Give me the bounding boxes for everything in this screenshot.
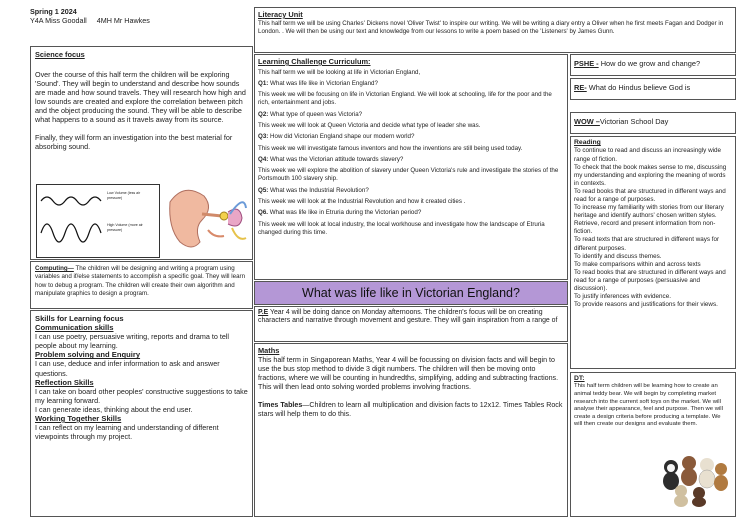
times-tables-title: Times Tables	[258, 400, 303, 409]
wave-label-low: Low Volume (less air pressure)	[107, 191, 141, 200]
wow-panel	[570, 112, 736, 134]
times-tables-text: —Children to learn all multiplication and division facts to 12x12. Times Tables Rock stars will help them to do this.	[258, 400, 563, 418]
reading-list	[574, 147, 732, 309]
question-answer: This week we will be focusing on life in Victorian England. We will look at schooling, life for the poor and the rich, entertainment and jobs.	[258, 91, 552, 107]
reading-item: To read books that are structured in different ways and read for a range of purposes.	[574, 187, 726, 203]
question-number: Q2:	[258, 110, 269, 118]
question-number: Q6.	[258, 209, 268, 217]
working-together-title: Working Together Skills	[35, 414, 122, 424]
science-para-2: Finally, they will form an investigation into the best material for absorbing sound.	[35, 133, 233, 152]
question-answer: This week we will look at local industry, the local workhouse and investigate how the landscape of Etruria changed during this time.	[258, 220, 545, 236]
pshe-title: PSHE -	[574, 59, 599, 68]
reading-item: To continue to read and discuss an increasingly wide range of fiction.	[574, 147, 722, 163]
computing-body: The children will be designing and writing a program using variables and if/else statements to accomplish a specific goal. They will learn how to debug a program. The children will create their own algorithm and manipulate graphics to design a program.	[35, 265, 246, 297]
times-tables-block	[258, 401, 564, 419]
question-answer: This week we will look at Queen Victoria and decide what type of leader she was.	[258, 121, 481, 129]
maths-text: This half term in Singaporean Maths, Year 4 will be focussing on division facts and will begin to use the bus stop method to divide 3 digit numbers. The children will then be moving onto fractions, where we will be counting in hundredths, simplifying, adding and subtracting fractions. This will then lead onto solving worded problems involving fractions.	[258, 355, 559, 391]
working-together-text: I can reflect on my learning and understanding of different viewpoints through my project.	[35, 423, 219, 442]
challenge-questions	[258, 80, 564, 237]
reading-item: To read texts that are structured in different ways for different purposes.	[574, 236, 720, 252]
dt-text: This half term children will be learning how to create an animal teddy bear. We will begin by completing market research into the current soft toys on the market. We will analyse their appearance, feel and purpose. Then we will create a design criteria before producing a template. We will then create our designs and evaluate them.	[574, 383, 723, 428]
sound-wave-diagram	[36, 184, 160, 258]
wow-title: WOW –	[574, 117, 600, 126]
re-panel	[570, 78, 736, 100]
high-volume-wave	[41, 224, 101, 242]
reading-item: To make comparisons within and across texts	[574, 260, 701, 268]
question-answer: This week we will look at the Industrial Revolution and how it created cities .	[258, 198, 466, 206]
reflection-text-2: I can generate ideas, thinking about the end user.	[35, 404, 193, 414]
low-volume-wave	[41, 197, 101, 205]
class-label-1: Y4A Miss Goodall	[30, 16, 87, 26]
computing-title: Computing—	[35, 265, 74, 272]
question-number: Q5:	[258, 186, 269, 194]
ear-diagram	[164, 184, 248, 256]
reflection-title: Reflection Skills	[35, 377, 94, 387]
maths-panel	[254, 343, 568, 517]
wow-text: Victorian School Day	[599, 117, 669, 126]
pshe-text: How do we grow and change?	[598, 59, 701, 68]
question-text: What was life like in Etruria during the Victorian period?	[267, 209, 422, 217]
literacy-panel	[254, 7, 736, 53]
question-number: Q1:	[258, 79, 269, 87]
challenge-question	[258, 209, 564, 217]
science-panel	[30, 46, 253, 260]
literacy-title: Literacy Unit	[258, 10, 303, 19]
challenge-question	[258, 133, 564, 141]
reading-item: To identify and discuss themes.	[574, 252, 662, 260]
pshe-panel	[570, 54, 736, 76]
challenge-title: Learning Challenge Curriculum:	[258, 57, 371, 66]
challenge-question	[258, 111, 564, 119]
challenge-question	[258, 80, 564, 88]
problem-solving-text: I can use, deduce and infer information to ask and answer questions.	[35, 359, 220, 378]
dt-panel	[570, 372, 736, 517]
question-text: What was the Victorian attitude towards slavery?	[268, 155, 404, 163]
re-title: RE-	[574, 83, 587, 92]
wave-label-high: High Volume (more air pressure)	[107, 223, 143, 232]
reflection-text-1: I can take on board other peoples' constructive suggestions to take my learning forward.	[35, 386, 248, 405]
class-line	[30, 16, 253, 25]
skills-panel	[30, 310, 253, 517]
science-title: Science focus	[35, 50, 85, 59]
computing-text	[35, 265, 248, 298]
pe-text: Year 4 will be doing dance on Monday afternoons. The children's focus will be on creating characters and narrative through movement and gesture. They will gain inspiration from a range of	[258, 309, 558, 325]
pe-title: P.E	[258, 309, 269, 316]
class-label-2: 4MH Mr Hawkes	[96, 16, 150, 26]
question-text: How did Victorian England shape our modern world?	[268, 133, 415, 141]
re-text: What do Hindus believe God is	[586, 83, 691, 92]
reading-item: To justify inferences with evidence.	[574, 293, 671, 301]
teddy-bear-icon	[657, 453, 731, 507]
computing-panel	[30, 261, 253, 309]
header-box	[30, 7, 253, 45]
science-para-1: Over the course of this half term the children will be exploring 'Sound'. They will begin to understand and describe how sounds are made and how sound travels. They will research how high and low sounds are created and explore the correlation between pitch and the object producing the sound. They will be able to describe what happens to a sound as it travels away from its source.	[35, 69, 246, 124]
question-number: Q4:	[258, 155, 269, 163]
challenge-intro: This half term we will be looking at life in Victorian England,	[258, 68, 421, 76]
teddy-bears-image	[657, 453, 731, 507]
reading-item: Retrieve, record and present information from non-fiction.	[574, 220, 716, 236]
wow-line	[574, 117, 732, 126]
challenge-question	[258, 156, 564, 164]
pe-text-block	[258, 309, 564, 326]
banner-text: What was life like in Victorian England?	[302, 286, 520, 300]
re-line	[574, 83, 732, 92]
pshe-line	[574, 59, 732, 68]
literacy-text: This half term we will be using Charles' Dickens novel 'Oliver Twist' to inspire our writing. We will be writing a diary entry a Oliver when he first meets Fagan and Dodger in London. . We will then be using our text and knowledge from our lessons to write a poem based on the 'Listeners' by James Gunn.	[258, 19, 724, 35]
question-text: What type of queen was Victoria?	[268, 110, 363, 118]
reading-title: Reading	[574, 139, 601, 146]
pe-panel	[254, 306, 568, 342]
skills-title: Skills for Learning focus	[35, 314, 124, 323]
reading-item: To read books that are structured in different ways and read for a range of purposes (persuasive and discussion).	[574, 268, 726, 292]
question-text: What was the Industrial Revolution?	[268, 186, 369, 194]
communication-text: I can use poetry, persuasive writing, reports and drama to tell people about my learning.	[35, 332, 230, 351]
question-answer: This week we will explore the abolition of slavery under Queen Victoria's rule and investigate the stories of the Portsmouth 100 slavery ship.	[258, 167, 559, 183]
reading-item: To increase my familiarity with stories from our literary heritage and identify authors' chosen written styles.	[574, 204, 724, 220]
dt-title: DT:	[574, 375, 585, 382]
problem-solving-title: Problem solving and Enquiry	[35, 350, 141, 360]
question-text: What was life like in Victorian England?	[268, 79, 378, 87]
question-answer: This week we will investigate famous inventors and how the inventions are still being used today.	[258, 144, 523, 152]
reading-item: To provide reasons and justifications for their views.	[574, 301, 718, 309]
challenge-panel	[254, 54, 568, 280]
communication-title: Communication skills	[35, 323, 114, 333]
challenge-question	[258, 187, 564, 195]
reading-item: To check that the book makes sense to me, discussing my understanding and exploring the meaning of words in contexts.	[574, 163, 727, 187]
ear-icon	[164, 184, 248, 256]
reading-panel	[570, 136, 736, 369]
term-label: Spring 1 2024	[30, 7, 77, 16]
maths-title: Maths	[258, 346, 280, 355]
victorian-banner	[254, 281, 568, 305]
question-number: Q3:	[258, 133, 269, 141]
